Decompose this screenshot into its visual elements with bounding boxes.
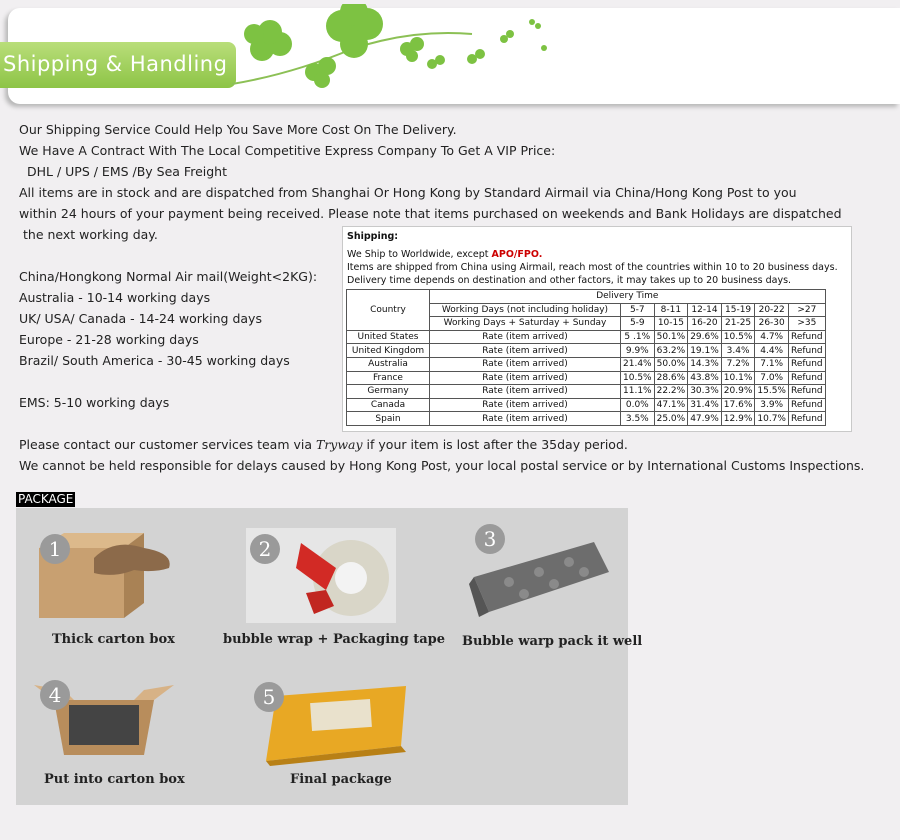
table-row — [347, 357, 826, 371]
step-caption: Put into carton box — [44, 772, 185, 787]
step-number: 1 — [40, 534, 70, 564]
rate-cell: 15.5% — [755, 385, 789, 399]
rate-cell: 10.5% — [721, 330, 755, 344]
worldwide-text: We Ship to Worldwide, except — [347, 249, 492, 260]
rate-cell: 30.3% — [688, 385, 722, 399]
table-row — [347, 371, 826, 385]
rate-cell: Refund — [788, 385, 825, 399]
rate-cell: 29.6% — [688, 330, 722, 344]
airmail-item: Brazil/ South America - 30-45 working days — [19, 353, 290, 368]
intro-line: DHL / UPS / EMS /By Sea Freight — [27, 164, 227, 179]
rate-label-cell: Rate (item arrived) — [430, 344, 621, 358]
intro-line: Our Shipping Service Could Help You Save More Cost On The Delivery. — [19, 122, 457, 137]
rate-cell: Refund — [788, 330, 825, 344]
country-cell: Spain — [347, 412, 430, 426]
airmail-item: UK/ USA/ Canada - 14-24 working days — [19, 311, 262, 326]
rate-cell: 19.1% — [688, 344, 722, 358]
rate-cell: 3.5% — [621, 412, 655, 426]
rate-label-cell: Rate (item arrived) — [430, 330, 621, 344]
table-cell: 5-7 — [621, 303, 655, 317]
country-cell: Australia — [347, 357, 430, 371]
rate-cell: 7.1% — [755, 357, 789, 371]
step-number: 4 — [40, 680, 70, 710]
table-cell: 20-22 — [755, 303, 789, 317]
rate-cell: 10.5% — [621, 371, 655, 385]
table-cell: 10-15 — [654, 317, 688, 331]
table-row — [347, 398, 826, 412]
contact-line — [19, 437, 628, 452]
shipping-box-title: Shipping: — [347, 231, 399, 242]
rate-cell: 10.7% — [755, 412, 789, 426]
shipping-banner — [0, 0, 900, 108]
table-row — [347, 412, 826, 426]
table-cell: 26-30 — [755, 317, 789, 331]
rate-cell: 7.0% — [755, 371, 789, 385]
country-cell: Germany — [347, 385, 430, 399]
step-caption: Thick carton box — [52, 632, 175, 647]
step-caption: bubble wrap + Packaging tape — [223, 632, 446, 647]
intro-line: within 24 hours of your payment being received. Please note that items purchased on weekends and Bank Holidays are dispatched — [19, 206, 842, 221]
rate-cell: 21.4% — [621, 357, 655, 371]
country-cell: France — [347, 371, 430, 385]
rate-cell: 0.0% — [621, 398, 655, 412]
weekend-days-label: Working Days + Saturday + Sunday — [430, 317, 621, 331]
rate-cell: 63.2% — [654, 344, 688, 358]
table-cell: >27 — [788, 303, 825, 317]
disclaimer-line: We cannot be held responsible for delays caused by Hong Kong Post, your local postal service or by International Customs Inspections. — [19, 458, 865, 473]
table-cell: >35 — [788, 317, 825, 331]
intro-line: the next working day. — [23, 227, 158, 242]
rate-cell: Refund — [788, 357, 825, 371]
ems-time: EMS: 5-10 working days — [19, 395, 170, 410]
working-days-label: Working Days (not including holiday) — [430, 303, 621, 317]
airmail-item: Australia - 10-14 working days — [19, 290, 211, 305]
rate-cell: 50.1% — [654, 330, 688, 344]
rate-label-cell: Rate (item arrived) — [430, 357, 621, 371]
rate-cell: 12.9% — [721, 412, 755, 426]
package-step-4 — [34, 680, 185, 787]
rate-cell: 4.7% — [755, 330, 789, 344]
package-step-2 — [223, 528, 446, 647]
contact-text: Please contact our customer services team via — [19, 437, 316, 452]
table-cell: 16-20 — [688, 317, 722, 331]
rate-cell: Refund — [788, 412, 825, 426]
rate-cell: 10.1% — [721, 371, 755, 385]
table-row — [347, 344, 826, 358]
table-cell: 15-19 — [721, 303, 755, 317]
step-number: 2 — [250, 534, 280, 564]
clover-decoration — [232, 4, 562, 104]
delivery-time-header: Delivery Time — [430, 290, 826, 304]
rate-cell: 3.4% — [721, 344, 755, 358]
table-row — [347, 385, 826, 399]
brand-name: Tryway — [315, 437, 363, 452]
rate-cell: 9.9% — [621, 344, 655, 358]
banner-title: Shipping & Handling — [3, 52, 228, 76]
intro-line: All items are in stock and are dispatched from Shanghai Or Hong Kong by Standard Airmail via China/Hong Kong Post to you — [19, 185, 797, 200]
delivery-rate-table — [346, 289, 826, 426]
country-header: Country — [347, 290, 430, 331]
rate-cell: 17.6% — [721, 398, 755, 412]
step-number: 3 — [475, 524, 505, 554]
delivery-info-line: Delivery time depends on destination and other factors, it may takes up to 20 business days. — [347, 275, 792, 286]
airmail-info-line: Items are shipped from China using Airmail, reach most of the countries within 10 to 20 business days. — [347, 262, 838, 273]
rate-cell: Refund — [788, 371, 825, 385]
rate-label-cell: Rate (item arrived) — [430, 412, 621, 426]
package-label: PACKAGE — [18, 492, 74, 506]
step-number: 5 — [254, 682, 284, 712]
rate-cell: 47.9% — [688, 412, 722, 426]
rate-cell: 28.6% — [654, 371, 688, 385]
contact-text-end: if your item is lost after the 35day period. — [362, 437, 628, 452]
rate-cell: 4.4% — [755, 344, 789, 358]
rate-cell: 11.1% — [621, 385, 655, 399]
rate-label-cell: Rate (item arrived) — [430, 398, 621, 412]
table-header-row — [347, 290, 826, 304]
package-steps-panel — [16, 508, 643, 805]
package-step-5 — [256, 685, 416, 787]
table-row — [347, 330, 826, 344]
rate-cell: 5 .1% — [621, 330, 655, 344]
table-cell: 12-14 — [688, 303, 722, 317]
rate-label-cell: Rate (item arrived) — [430, 371, 621, 385]
country-cell: Canada — [347, 398, 430, 412]
rate-cell: 3.9% — [755, 398, 789, 412]
rate-cell: Refund — [788, 344, 825, 358]
airmail-item: Europe - 21-28 working days — [19, 332, 199, 347]
rate-cell: 47.1% — [654, 398, 688, 412]
airmail-heading: China/Hongkong Normal Air mail(Weight<2KG): — [19, 269, 318, 284]
apo-fpo-text: APO/FPO. — [491, 249, 543, 260]
rate-cell: 25.0% — [654, 412, 688, 426]
rate-cell: 20.9% — [721, 385, 755, 399]
rate-cell: 7.2% — [721, 357, 755, 371]
rate-cell: 43.8% — [688, 371, 722, 385]
country-cell: United Kingdom — [347, 344, 430, 358]
rate-cell: 50.0% — [654, 357, 688, 371]
rate-cell: Refund — [788, 398, 825, 412]
package-step-3 — [462, 522, 643, 649]
package-step-1 — [34, 528, 179, 647]
country-cell: United States — [347, 330, 430, 344]
step-caption: Final package — [290, 772, 392, 787]
table-cell: 8-11 — [654, 303, 688, 317]
rate-cell: 22.2% — [654, 385, 688, 399]
rate-label-cell: Rate (item arrived) — [430, 385, 621, 399]
worldwide-line — [347, 249, 542, 260]
rate-cell: 31.4% — [688, 398, 722, 412]
intro-line: We Have A Contract With The Local Competitive Express Company To Get A VIP Price: — [19, 143, 556, 158]
shipping-info-box — [342, 226, 852, 432]
step-caption: Bubble warp pack it well — [462, 634, 643, 649]
table-cell: 21-25 — [721, 317, 755, 331]
table-cell: 5-9 — [621, 317, 655, 331]
rate-cell: 14.3% — [688, 357, 722, 371]
